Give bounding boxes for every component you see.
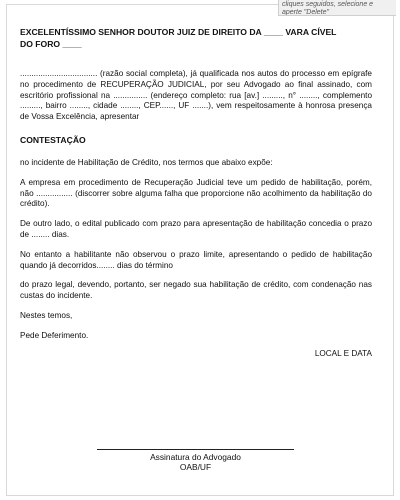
signature-name: Assinatura do Advogado: [150, 452, 241, 462]
paragraph-1: no incidente de Habilitação de Crédito, nos termos que abaixo expõe:: [20, 157, 273, 167]
paragraph-2: A empresa em procedimento de Recuperação Judicial teve um pedido de habilitação, porém, não ................ (discorrer sobre alguma falha que proporcione não acolhimento da habilitação do crédito).: [20, 177, 372, 209]
intro-paragraph: .................................. (razão social completa), já qualificada nos autos do processo em epígrafe no procedimento de RECUPERAÇÃO JUDICIAL, por seu Advogado ao final assinado, com escritório profissional na ............... (endereço completo: rua [av.] ........., n° ........, complemento ........., bairro ........, cidade ........, CEP......, UF .......), vem respeitosamente à honrosa presença de Vossa Excelência, apresentar: [20, 69, 372, 122]
place-date: LOCAL E DATA: [314, 348, 372, 358]
instruction-note-line2: aperte "Delete": [282, 9, 329, 16]
instruction-note: [278, 0, 396, 16]
document-body: [20, 26, 372, 359]
section-title: CONTESTAÇÃO: [20, 134, 86, 145]
header-line1: EXCELENTÍSSIMO SENHOR DOUTOR JUIZ DE DIREITO DA ____ VARA CÍVEL: [20, 27, 337, 37]
paragraph-6: Nestes temos,: [20, 310, 73, 320]
paragraph-5: do prazo legal, devendo, portanto, ser negado sua habilitação de crédito, com condenação nas custas do incidente.: [20, 280, 372, 301]
instruction-note-line1: cliques seguidos, selecione e: [282, 1, 374, 8]
signature-line: [97, 449, 294, 450]
signature-oab: OAB/UF: [179, 462, 212, 472]
paragraph-4: No entanto a habilitante não observou o prazo limite, apresentando o pedido de habilitação quando já decorridos........ dias do término: [20, 249, 372, 270]
paragraph-3: De outro lado, o edital publicado com prazo para apresentação de habilitação concedia o prazo de ........ dias.: [20, 219, 372, 239]
paragraph-7: Pede Deferimento.: [20, 330, 89, 340]
header-line2: DO FORO ____: [20, 39, 82, 49]
